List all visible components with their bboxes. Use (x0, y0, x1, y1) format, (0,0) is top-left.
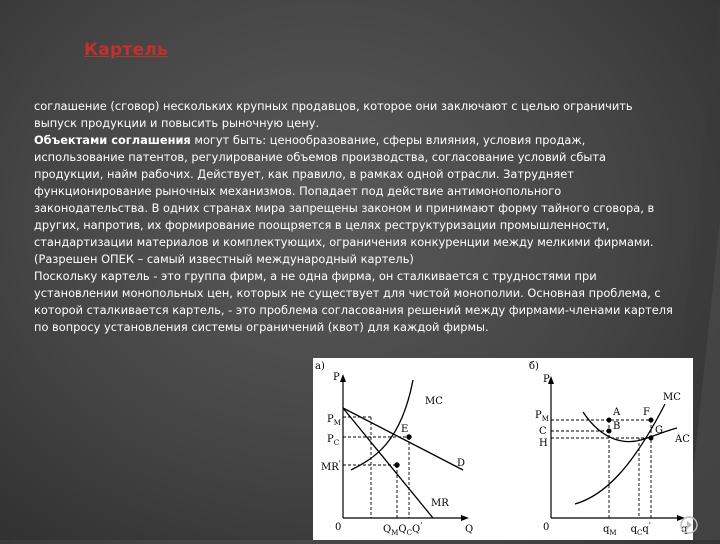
panel-b-c-label: C (539, 426, 547, 437)
panel-a-x-label: Q (465, 524, 474, 535)
panel-b-x-label: q (681, 524, 688, 535)
definition-paragraph: соглашение (сговор) нескольких крупных продавцов, которое они заключают с целью ограничить выпуск продукции и повысить рыночную цену. (34, 99, 633, 130)
panel-b-y-label: P (543, 374, 550, 385)
mr-curve-a (343, 408, 433, 518)
panel-b-ac-label: AC (675, 434, 690, 445)
panel-b-g-label: G (655, 425, 663, 436)
slide-body (34, 98, 674, 336)
next-slide-arrow-icon[interactable] (680, 516, 698, 534)
panel-a-origin: 0 (335, 522, 342, 533)
cartel-diagram (313, 358, 693, 540)
panel-a-mr-label: MR (431, 498, 449, 509)
cartel-diagram-svg (313, 358, 693, 540)
slide-title: Картель (84, 40, 169, 60)
panel-a-d-label: D (457, 458, 466, 469)
panel-a (340, 374, 469, 521)
panel-a-y-label: P (333, 372, 340, 383)
problem-paragraph: Поскольку картель - это группа фирм, а не одна фирма, он сталкивается с трудностями при установлении монопольных цен, которых не существует для чистой монополии. Основная проблема, с которой сталкивается картель, - это проблема согласования решений между фирмами-членами картеля по вопросу установления системы ограничений (квот) для каждой фирмы. (34, 269, 673, 334)
panel-b-mc-label: MC (663, 392, 681, 403)
panel-a-pc-label: $P_C$ (327, 434, 340, 447)
panel-b-label: б) (529, 361, 539, 372)
panel-a-e-label: E (401, 424, 409, 435)
panel-b-pm-label: $P_M$ (535, 410, 549, 423)
panel-b-qty-labels: $q_M$ $q_Cq'$ (603, 521, 651, 537)
panel-b-b-label: B (613, 421, 621, 432)
bold-term: Объектами соглашения (34, 133, 191, 147)
objects-paragraph: Объектами соглашения могут быть: ценообразование, сферы влияния, условия продаж, использование патентов, регулирование объемов производства, согласование условий сбыта продукции, найм рабочих. Действует, как правило, в рамках одной отрасли. Затрудняет функционирование рыночных механизмов. Попадает под действие антимонопольного законодательства. В одних странах мира запрещены законом и принимают форму тайного сговора, в других, напротив, их формирование поощряется в целях реструктуризации промышленности, стандартизации материалов и комплектующих, ограничения конкуренции между мелкими фирмами. (Разрешен ОПЕК – самый известный международный картель) (34, 133, 655, 266)
panel-a-pm-label: $P_M$ (327, 414, 341, 427)
panel-b-a-label: A (613, 407, 621, 418)
panel-b-f-label: F (643, 407, 650, 418)
panel-a-qty-labels: $Q_MQ_CQ'$ (383, 521, 423, 537)
panel-b-origin: 0 (543, 522, 550, 533)
panel-a-mc-label: MC (425, 396, 443, 407)
panel-b-h-label: H (539, 438, 548, 449)
panel-a-mr1-label: MR' (321, 459, 341, 473)
panel-a-label: а) (315, 361, 325, 372)
